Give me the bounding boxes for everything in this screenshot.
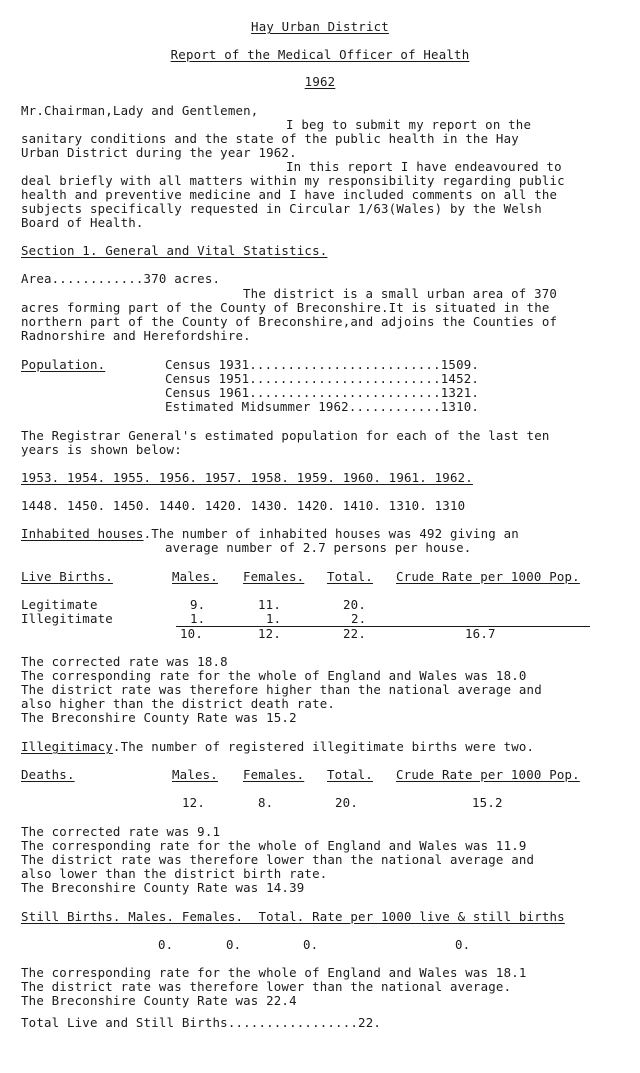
deaths-note: The Breconshire County Rate was 14.39 bbox=[21, 880, 305, 895]
houses-label: Inhabited houses bbox=[21, 526, 144, 541]
area-line: Area............370 acres. bbox=[21, 271, 221, 286]
document-title: Hay Urban District bbox=[251, 19, 389, 34]
col-rate: Crude Rate per 1000 Pop. bbox=[396, 767, 580, 782]
deaths-females: 8. bbox=[258, 795, 274, 810]
area-text-line: northern part of the County of Breconshire,and adjoins the Counties of bbox=[21, 314, 558, 329]
deaths-males: 12. bbox=[182, 795, 205, 810]
intro-line: Urban District during the year 1962. bbox=[21, 145, 297, 160]
population-label: Population. bbox=[21, 357, 106, 372]
still-births-note: The district rate was therefore lower than the national average. bbox=[21, 979, 512, 994]
intro-line: sanitary conditions and the state of the public health in the Hay bbox=[21, 131, 519, 146]
live-births-label: Live Births. bbox=[21, 569, 113, 584]
total-females: 12. bbox=[258, 626, 281, 641]
area-text-line: Radnorshire and Herefordshire. bbox=[21, 328, 251, 343]
col-females: Females. bbox=[243, 767, 305, 782]
illegitimacy-label: Illegitimacy bbox=[21, 739, 113, 754]
cell-males: 9. bbox=[190, 597, 206, 612]
cell-females: 1. bbox=[266, 611, 282, 626]
cell-females: 11. bbox=[258, 597, 281, 612]
section-heading: Section 1. General and Vital Statistics. bbox=[21, 243, 328, 258]
deaths-total: 20. bbox=[335, 795, 358, 810]
intro-line: deal briefly with all matters within my responsibility regarding public bbox=[21, 173, 565, 188]
live-births-note: The corresponding rate for the whole of England and Wales was 18.0 bbox=[21, 668, 527, 683]
registrar-text: The Registrar General's estimated population for each of the last ten bbox=[21, 428, 550, 443]
total-live-still-births: Total Live and Still Births.................22. bbox=[21, 1015, 382, 1030]
still-births-note: The corresponding rate for the whole of England and Wales was 18.1 bbox=[21, 965, 527, 980]
population-row: Census 1961.........................1321. bbox=[165, 385, 480, 400]
row-label: Legitimate bbox=[21, 597, 98, 612]
still-females: 0. bbox=[226, 937, 242, 952]
population-values: 1448. 1450. 1450. 1440. 1420. 1430. 1420. 1410. 1310. 1310 bbox=[21, 498, 466, 513]
intro-line: I beg to submit my report on the bbox=[286, 117, 532, 132]
deaths-label: Deaths. bbox=[21, 767, 75, 782]
live-births-note: The district rate was therefore higher than the national average and bbox=[21, 682, 542, 697]
still-births-header: Still Births. Males. Females. Total. Rate per 1000 live & still births bbox=[21, 909, 565, 924]
deaths-note: The corrected rate was 9.1 bbox=[21, 824, 221, 839]
total-males: 10. bbox=[180, 626, 203, 641]
col-females: Females. bbox=[243, 569, 305, 584]
population-row: Estimated Midsummer 1962............1310. bbox=[165, 399, 480, 414]
still-total: 0. bbox=[303, 937, 319, 952]
cell-males: 1. bbox=[190, 611, 206, 626]
houses-text: average number of 2.7 persons per house. bbox=[165, 540, 472, 555]
registrar-text: years is shown below: bbox=[21, 442, 182, 457]
illegitimacy-line bbox=[21, 740, 534, 754]
cell-total: 2. bbox=[351, 611, 367, 626]
total-rate: 16.7 bbox=[465, 626, 496, 641]
intro-line: In this report I have endeavoured to bbox=[286, 159, 562, 174]
area-text-line: acres forming part of the County of Breconshire.It is situated in the bbox=[21, 300, 550, 315]
col-males: Males. bbox=[172, 569, 218, 584]
salutation: Mr.Chairman,Lady and Gentlemen, bbox=[21, 103, 259, 118]
still-births-note: The Breconshire County Rate was 22.4 bbox=[21, 993, 297, 1008]
table-rule bbox=[176, 626, 590, 627]
deaths-note: The district rate was therefore lower than the national average and bbox=[21, 852, 535, 867]
col-total: Total. bbox=[327, 767, 373, 782]
deaths-note: The corresponding rate for the whole of England and Wales was 11.9 bbox=[21, 838, 527, 853]
col-total: Total. bbox=[327, 569, 373, 584]
still-males: 0. bbox=[158, 937, 174, 952]
document-subtitle: Report of the Medical Officer of Health bbox=[170, 47, 470, 62]
total-total: 22. bbox=[343, 626, 366, 641]
live-births-note: The corrected rate was 18.8 bbox=[21, 654, 228, 669]
deaths-rate: 15.2 bbox=[472, 795, 503, 810]
live-births-note: also higher than the district death rate. bbox=[21, 696, 336, 711]
intro-line: health and preventive medicine and I have included comments on all the bbox=[21, 187, 558, 202]
row-label: Illegitimate bbox=[21, 611, 113, 626]
illegitimacy-text: .The number of registered illegitimate births were two. bbox=[112, 739, 535, 754]
area-text-line: The district is a small urban area of 370 bbox=[243, 286, 558, 301]
houses-text: .The number of inhabited houses was 492 giving an bbox=[143, 526, 519, 541]
col-males: Males. bbox=[172, 767, 218, 782]
cell-total: 20. bbox=[343, 597, 366, 612]
intro-line: Board of Health. bbox=[21, 215, 144, 230]
population-years: 1953. 1954. 1955. 1956. 1957. 1958. 1959. 1960. 1961. 1962. bbox=[21, 470, 473, 485]
report-year: 1962 bbox=[304, 74, 336, 89]
intro-line: subjects specifically requested in Circular 1/63(Wales) by the Welsh bbox=[21, 201, 542, 216]
population-row: Census 1931.........................1509. bbox=[165, 357, 480, 372]
still-rate: 0. bbox=[455, 937, 471, 952]
population-row: Census 1951.........................1452. bbox=[165, 371, 480, 386]
deaths-note: also lower than the district birth rate. bbox=[21, 866, 328, 881]
col-rate: Crude Rate per 1000 Pop. bbox=[396, 569, 580, 584]
live-births-note: The Breconshire County Rate was 15.2 bbox=[21, 710, 297, 725]
